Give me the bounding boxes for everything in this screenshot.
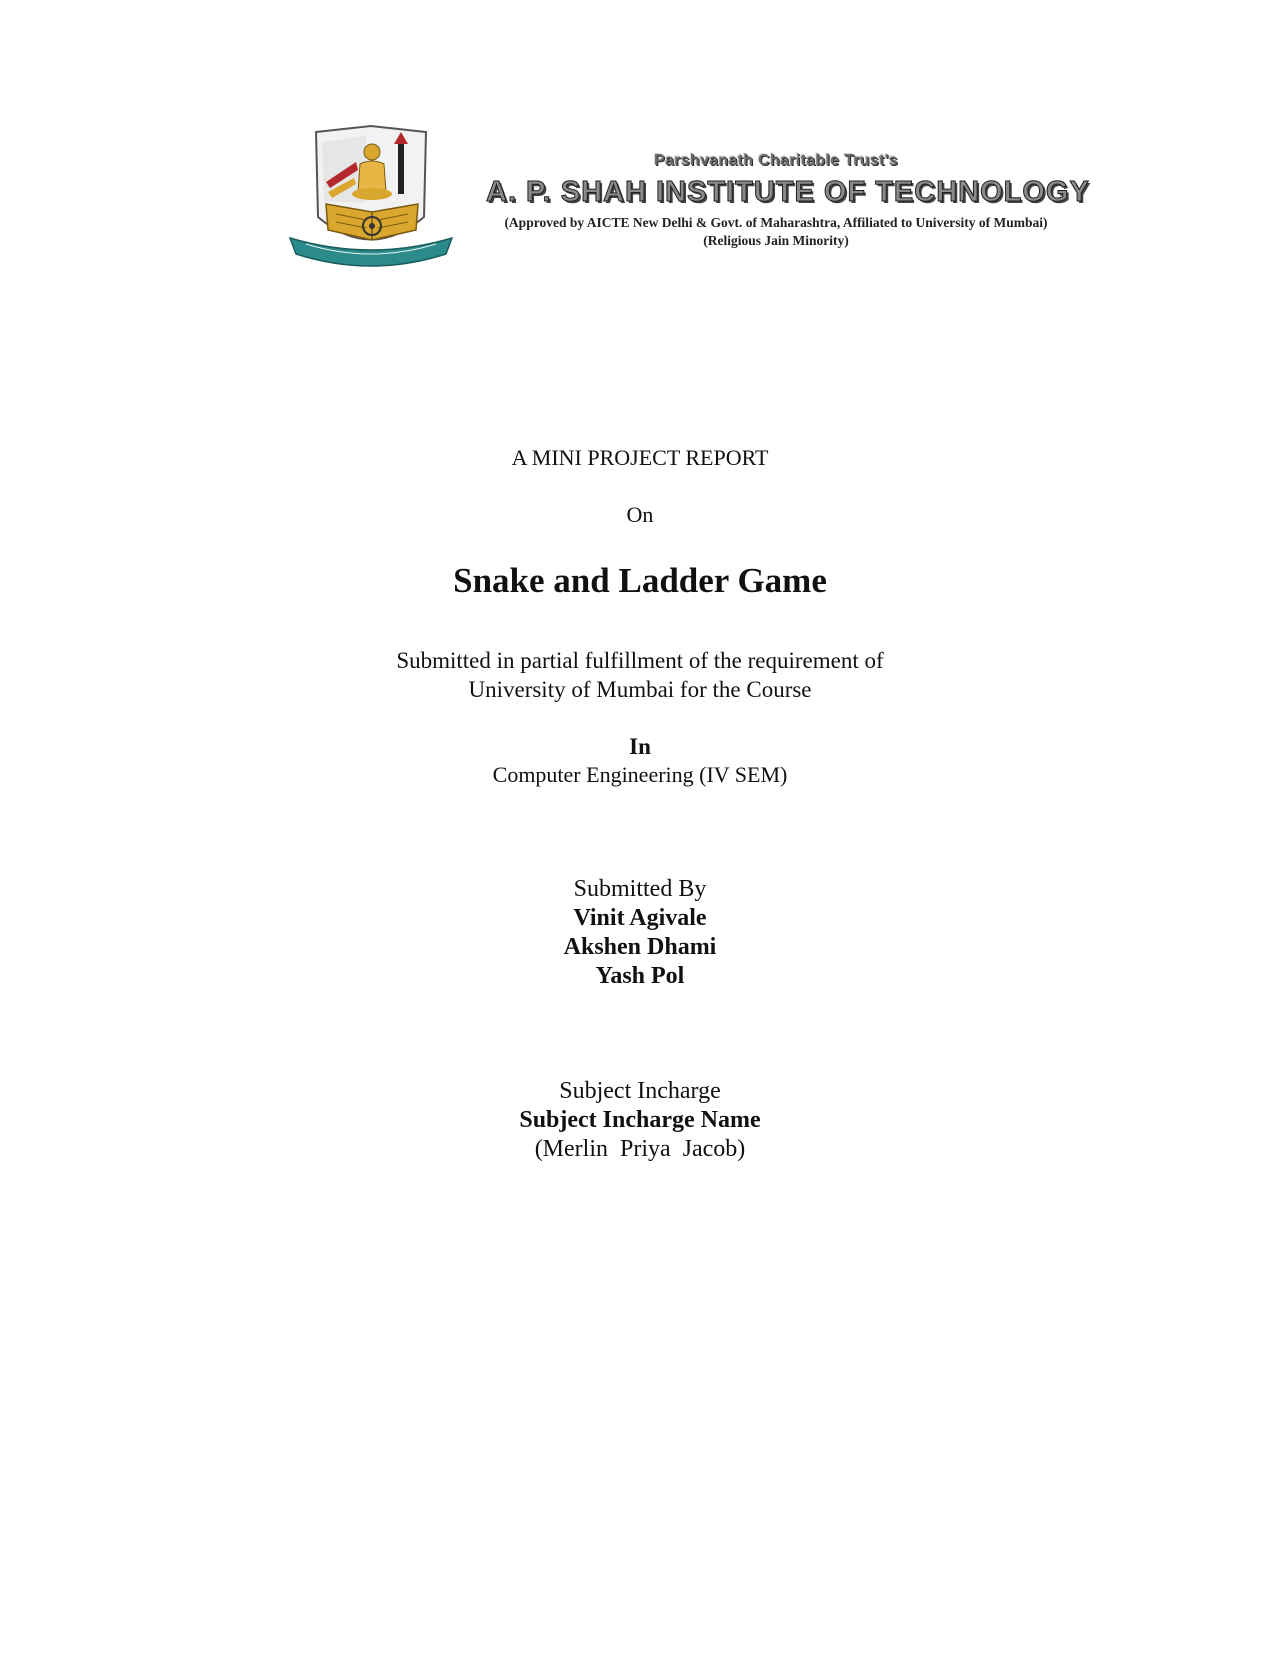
submission-statement-line2: University of Mumbai for the Course <box>468 677 812 702</box>
subject-incharge-name-label: Subject Incharge Name <box>519 1107 761 1133</box>
student-name: Yash Pol <box>595 963 685 989</box>
subject-incharge-name: (Merlin Priya Jacob) <box>534 1136 746 1162</box>
student-name: Akshen Dhami <box>563 934 717 960</box>
report-title: Snake and Ladder Game <box>453 561 827 600</box>
institute-emblem-logo <box>286 122 456 282</box>
student-name: Vinit Agivale <box>573 905 707 931</box>
in-label: In <box>629 734 651 759</box>
submitted-by-label: Submitted By <box>573 876 707 902</box>
on-label: On <box>626 502 654 527</box>
report-type: A MINI PROJECT REPORT <box>511 445 769 470</box>
institute-header <box>286 122 1090 282</box>
subject-incharge-label: Subject Incharge <box>559 1078 721 1104</box>
course-name: Computer Engineering (IV SEM) <box>492 762 788 787</box>
minority-text: (Religious Jain Minority) <box>703 233 849 248</box>
trust-name: Parshvanath Charitable Trust's <box>654 152 898 169</box>
approval-text: (Approved by AICTE New Delhi & Govt. of Maharashtra, Affiliated to University of Mumbai) <box>504 215 1048 230</box>
institute-name: A. P. SHAH INSTITUTE OF TECHNOLOGY <box>486 176 1090 208</box>
institute-name-block <box>486 152 1090 249</box>
emblem-graphic <box>286 122 456 282</box>
submission-statement-line1: Submitted in partial fulfillment of the requirement of <box>396 648 884 673</box>
